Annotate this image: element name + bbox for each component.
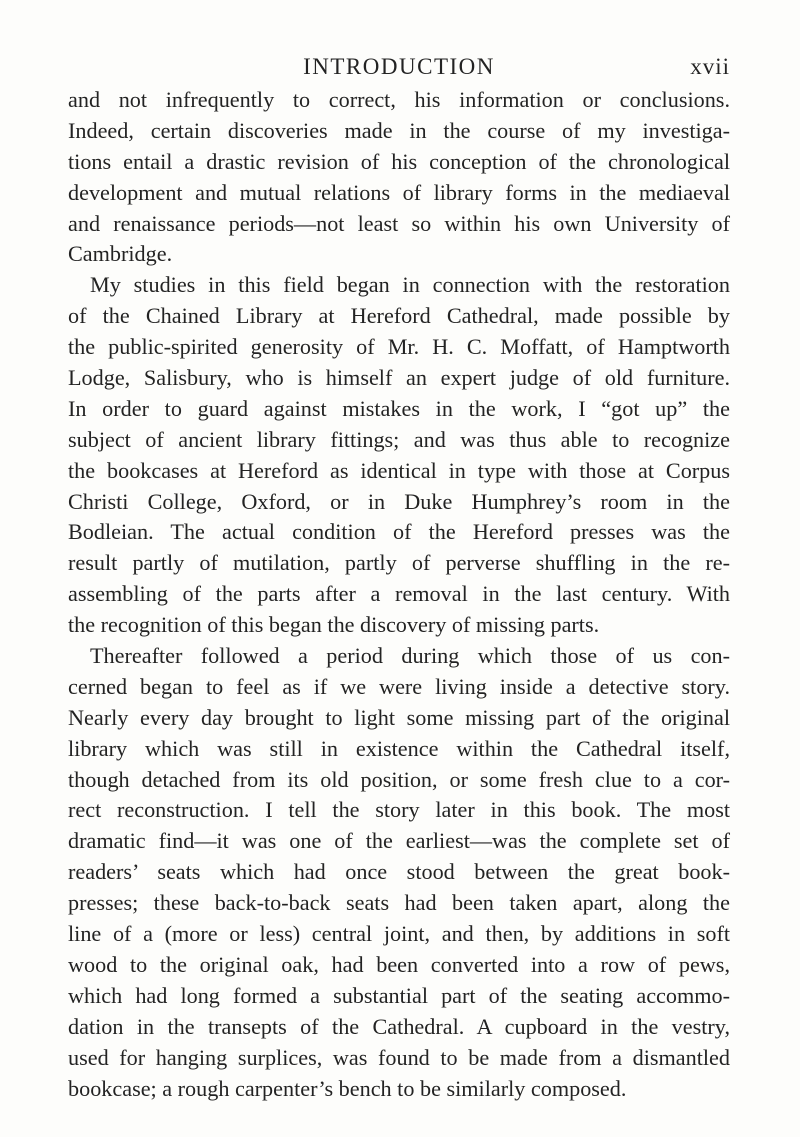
running-head [68, 52, 730, 82]
text-line: of the Chained Library at Hereford Cathedral, made possible by [68, 303, 730, 329]
paragraph [68, 641, 730, 1104]
text-line: Lodge, Salisbury, who is himself an expert judge of old furniture. [68, 365, 730, 391]
text-line: development and mutual relations of library forms in the mediaeval [68, 179, 730, 205]
text-line: dramatic find—it was one of the earliest—was the complete set of [68, 828, 730, 854]
text-line: and renaissance periods—not least so within his own University of [68, 210, 730, 236]
paragraph [68, 85, 730, 270]
text-line: result partly of mutilation, partly of perverse shuffling in the re- [68, 550, 730, 576]
text-line: library which was still in existence within the Cathedral itself, [68, 735, 730, 761]
text-line: cerned began to feel as if we were living inside a detective story. [68, 673, 730, 699]
text-line: the public-spirited generosity of Mr. H. C. Moffatt, of Hamptworth [68, 334, 730, 360]
text-line: My studies in this field began in connection with the restoration [90, 272, 730, 298]
page-number: xvii [690, 54, 730, 79]
text-line: Bodleian. The actual condition of the Hereford presses was the [68, 519, 730, 545]
running-head-title: INTRODUCTION [303, 54, 495, 79]
text-line: Indeed, certain discoveries made in the course of my investiga- [68, 117, 730, 143]
text-line: readers’ seats which had once stood between the great book- [68, 859, 730, 885]
text-line: wood to the original oak, had been converted into a row of pews, [68, 951, 730, 977]
text-line: Nearly every day brought to light some missing part of the original [68, 704, 730, 730]
text-line: and not infrequently to correct, his information or conclusions. [68, 87, 730, 112]
text-line: rect reconstruction. I tell the story later in this book. The most [68, 797, 730, 823]
text-line: the recognition of this began the discovery of missing parts. [68, 612, 600, 638]
text-line: Cambridge. [68, 241, 173, 267]
text-line: tions entail a drastic revision of his conception of the chronological [68, 148, 730, 174]
text-line: though detached from its old position, or some fresh clue to a cor- [68, 766, 730, 792]
text-line: line of a (more or less) central joint, and then, by additions in soft [68, 921, 730, 947]
text-line: In order to guard against mistakes in the work, I “got up” the [68, 395, 730, 421]
text-line: which had long formed a substantial part of the seating accommo- [68, 982, 730, 1008]
text-line: assembling of the parts after a removal in the last century. With [68, 581, 730, 607]
text-line: the bookcases at Hereford as identical in type with those at Corpus [68, 457, 730, 483]
text-line: Thereafter followed a period during which those of us con- [90, 643, 730, 669]
text-line: subject of ancient library fittings; and was thus able to recognize [68, 426, 730, 452]
text-line: dation in the transepts of the Cathedral. A cupboard in the vestry, [68, 1013, 730, 1039]
body-text [68, 85, 730, 1104]
text-line: Christi College, Oxford, or in Duke Humphrey’s room in the [68, 488, 730, 514]
text-line: bookcase; a rough carpenter’s bench to be similarly composed. [68, 1075, 627, 1101]
text-line: used for hanging surplices, was found to be made from a dismantled [68, 1044, 730, 1070]
text-line: presses; these back-to-back seats had been taken apart, along the [68, 890, 730, 916]
paragraph [68, 270, 730, 641]
